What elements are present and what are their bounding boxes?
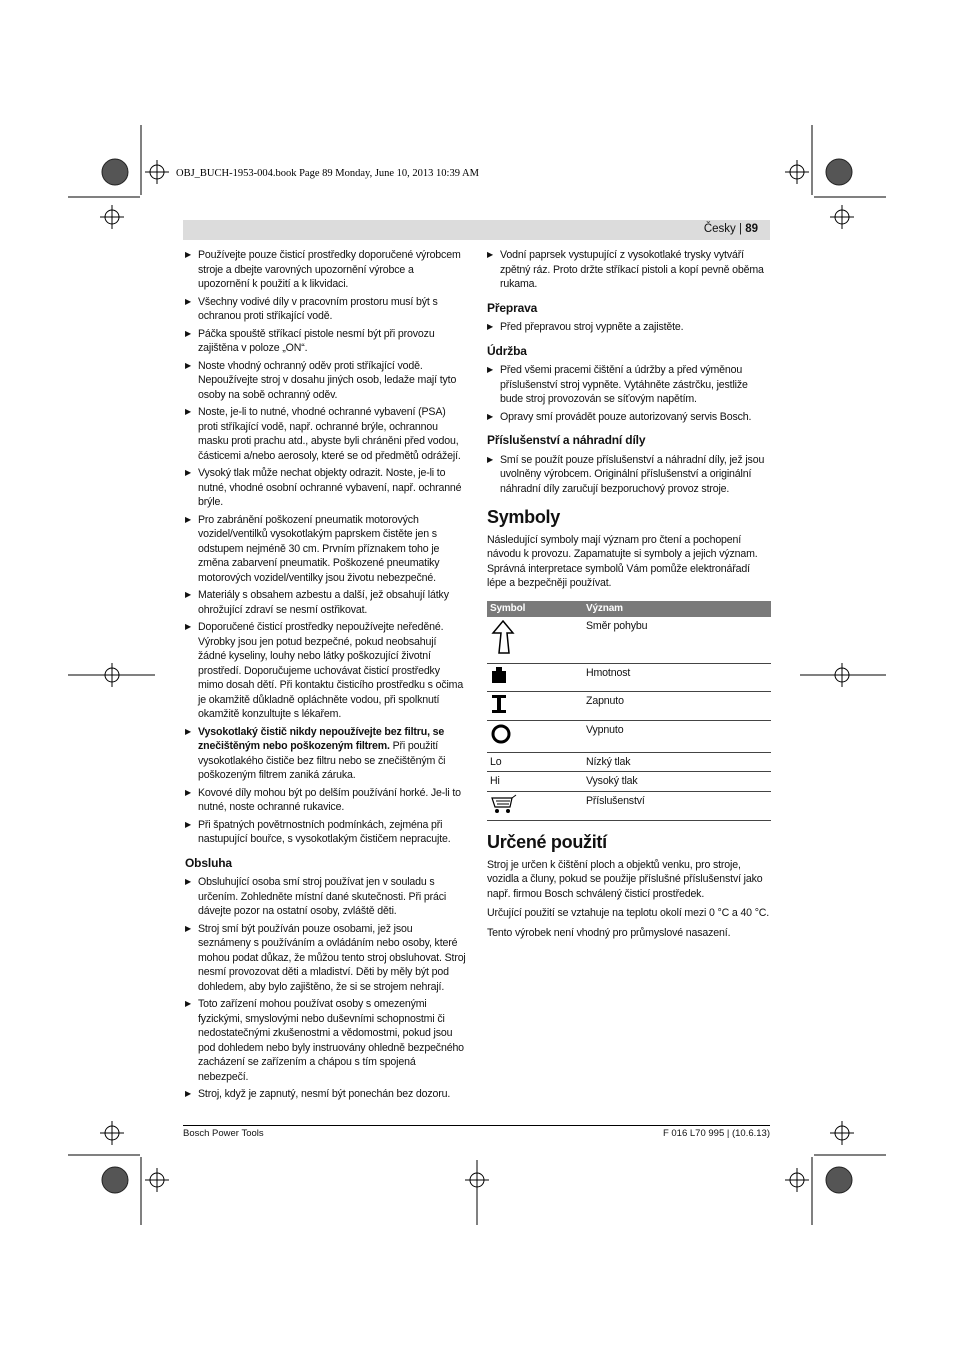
meaning-cell: Vysoký tlak: [583, 772, 771, 792]
filter-warning-bold: Vysokotlaký čistič nikdy nepoužívejte bez filtru, se znečištěným nebo poškozeným filtrem.: [198, 725, 445, 752]
table-row: [487, 772, 771, 792]
section-heading-udrzba: Údržba: [487, 343, 527, 358]
arrow-up-icon: [490, 619, 516, 655]
section-heading-preprava: Přeprava: [487, 300, 538, 315]
print-info: OBJ_BUCH-1953-004.book Page 89 Monday, June 10, 2013 10:39 AM: [176, 168, 479, 179]
table-header-row: [487, 601, 771, 618]
meaning-cell: Nízký tlak: [583, 752, 771, 772]
list-item: ▶ Stroj smí být používán pouze osobami, jež jsou seznámeny s používáním a ovládáním nebo osoby, které mohou podat důkaz, že můžou tento stroj obsluhovat. Stroj nesmí provozovat děti a mladiství. Děti by měly být pod dohledem, aby bylo zajištěno, že si se strojem nehrají.: [185, 922, 467, 995]
list-item: ▶ Vysoký tlak může nechat objekty odrazit. Noste, je-li to nutné, vhodné osobní ochranné vybavení, např. ochranné brýle.: [185, 466, 467, 510]
list-item: ▶ Materiály s obsahem azbestu a další, jež obsahují látky ohrožující zdraví se nesmí ostřikovat.: [185, 588, 467, 617]
language-page-label: [704, 223, 758, 235]
meaning-cell: Zapnuto: [583, 691, 771, 721]
page-number: 89: [745, 223, 758, 235]
symbol-cell: Hi: [487, 772, 583, 792]
list-item: ▶ Kovové díly mohou být po delším používání horké. Je-li to nutné, noste ochranné rukavice.: [185, 786, 467, 815]
paragraph: Tento výrobek není vhodný pro průmyslové nasazení.: [487, 926, 731, 939]
list-item: ▶ Páčka spouště stříkací pistole nesmí být při provozu zajištěna v poloze „ON“.: [185, 327, 467, 356]
list-item: ▶ Před přepravou stroj vypněte a zajistěte.: [487, 320, 771, 335]
symboly-intro: Následující symboly mají význam pro čtení a pochopení návodu k provozu. Zapamatujte si symboly a jejich význam. Správná interpretace symbolů Vám pomůže elektronářadí lépe a bezpečněji používat.: [487, 533, 758, 589]
table-row: [487, 664, 771, 692]
page-header: [183, 220, 770, 240]
section-heading-symboly: Symboly: [487, 507, 560, 527]
power-on-icon: [490, 694, 508, 714]
meaning-cell: Hmotnost: [583, 664, 771, 692]
left-column: [185, 248, 467, 1105]
header-separator: |: [735, 223, 746, 235]
column-header-meaning: Význam: [583, 601, 771, 618]
cart-icon: [490, 794, 520, 814]
footer-brand: Bosch Power Tools: [183, 1128, 264, 1139]
list-item: ▶ Používejte pouze čisticí prostředky doporučené výrobcem stroje a dbejte varovných upozornění výrobce a upozornění k použití a k likvidaci.: [185, 248, 467, 292]
meaning-cell: Směr pohybu: [583, 617, 771, 664]
list-item: ▶ Pro zabránění poškození pneumatik motorových vozidel/ventilků vysokotlakým paprskem čistěte jen s odstupem nejméně 30 cm. Prvním příznakem toho je změna zabarvení pneumatik. Poškozené pneumatiky motorových vozidel/ventilky jsou životu nebezpečné.: [185, 513, 467, 586]
right-column: [487, 248, 771, 945]
section-heading-prislusenstvi: Příslušenství a náhradní díly: [487, 433, 646, 447]
power-off-icon: [490, 723, 512, 745]
symbol-table: [487, 601, 771, 822]
weight-icon: [490, 666, 508, 684]
table-row: [487, 752, 771, 772]
list-item: ▶ Toto zařízení mohou používat osoby s omezenými fyzickými, smyslovými nebo duševními schopnostmi či nedostatečnými zkušenostmi a vědomostmi, pokud jsou pod dohledem nebo byly instruovány ohledně bezpečného zacházení se zařízením a chápou s tím spojená nebezpečí.: [185, 997, 467, 1084]
list-item: ▶ Doporučené čisticí prostředky nepoužívejte neředěné. Výrobky jsou jen potud bezpečné, pokud neobsahují žádné kyseliny, louhy nebo látky poškozující životní prostředí. Doporučujeme uchovávat čisticí prostředky mimo dosah dětí. Při kontaktu čisticího prostředku s očima je okamžitě důkladně opláchněte vodou, při spolknutí okamžitě konzultujte s lékařem.: [185, 620, 467, 722]
meaning-cell: Vypnuto: [583, 721, 771, 753]
table-row: [487, 691, 771, 721]
list-item: ▶ Stroj, když je zapnutý, nesmí být ponechán bez dozoru.: [185, 1087, 467, 1102]
table-row: [487, 721, 771, 753]
paragraph: Určující použití se vztahuje na teplotu okolí mezi 0 °C a 40 °C.: [487, 907, 770, 919]
list-item: ▶ Noste, je-li to nutné, vhodné ochranné vybavení (PSA) proti stříkající vodě, např. ochranné brýle, ochrannou masku proti prachu atd., abyste byli chráněni před vodou, částicemi a/nebo aerosoly, které se od předmětů odrážejí.: [185, 405, 467, 463]
meaning-cell: Příslušenství: [583, 791, 771, 821]
list-item: ▶ Před všemi pracemi čištění a údržby a před výměnou příslušenství stroj vypněte. Vytáhněte zástrčku, jestliže bude stroj provozován se síťovým napětím.: [487, 363, 771, 407]
column-header-symbol: Symbol: [487, 601, 583, 618]
list-item: ▶ Vodní paprsek vystupující z vysokotlaké trysky vytváří zpětný ráz. Proto držte stříkací pistoli a kopí pevně oběma rukama.: [487, 248, 771, 292]
list-item: ▶ Obsluhující osoba smí stroj používat jen v souladu s určením. Zohledněte místní dané skutečnosti. Při práci dávejte pozor na ostatní osoby, zvláště děti.: [185, 875, 467, 919]
language-label: Česky: [703, 223, 736, 235]
list-item: ▶ Při špatných povětrnostních podmínkách, zejména při nastupující bouřce, s vysokotlakým čističem nepracujte.: [185, 818, 467, 847]
list-item: ▶ Noste vhodný ochranný oděv proti stříkající vodě. Nepoužívejte stroj v dosahu jiných osob, ledaže mají tyto osoby na sobě ochranný oděv.: [185, 359, 467, 403]
table-row: [487, 791, 771, 821]
section-heading-obsluha: Obsluha: [185, 855, 232, 870]
list-item-filter-warning: [185, 725, 467, 783]
page-footer: [183, 1125, 770, 1139]
list-item: ▶ Všechny vodivé díly v pracovním prostoru musí být s ochranou proti stříkající vodě.: [185, 295, 467, 324]
paragraph: Stroj je určen k čištění ploch a objektů venku, pro stroje, vozidla a čluny, pokud se použije příslušné příslušenství jako např. firmou Bosch schválený čisticí prostředek.: [487, 858, 763, 900]
list-item: ▶ Smí se použít pouze příslušenství a náhradní díly, jež jsou uvolněny výrobcem. Originální příslušenství a originální náhradní díly zaručují bezporuchový provoz stroje.: [487, 453, 771, 497]
symbol-cell: Lo: [487, 752, 583, 772]
table-row: [487, 617, 771, 664]
section-heading-urcene-pouziti: Určené použití: [487, 832, 607, 852]
list-item: ▶ Opravy smí provádět pouze autorizovaný servis Bosch.: [487, 410, 771, 425]
footer-doc-id: F 016 L70 995 | (10.6.13): [662, 1128, 770, 1139]
filter-warning-rest: Při použití vysokotlakého čističe bez filtru nebo se znečištěným či poškozeným filtrem zaniká záruka.: [198, 740, 446, 781]
